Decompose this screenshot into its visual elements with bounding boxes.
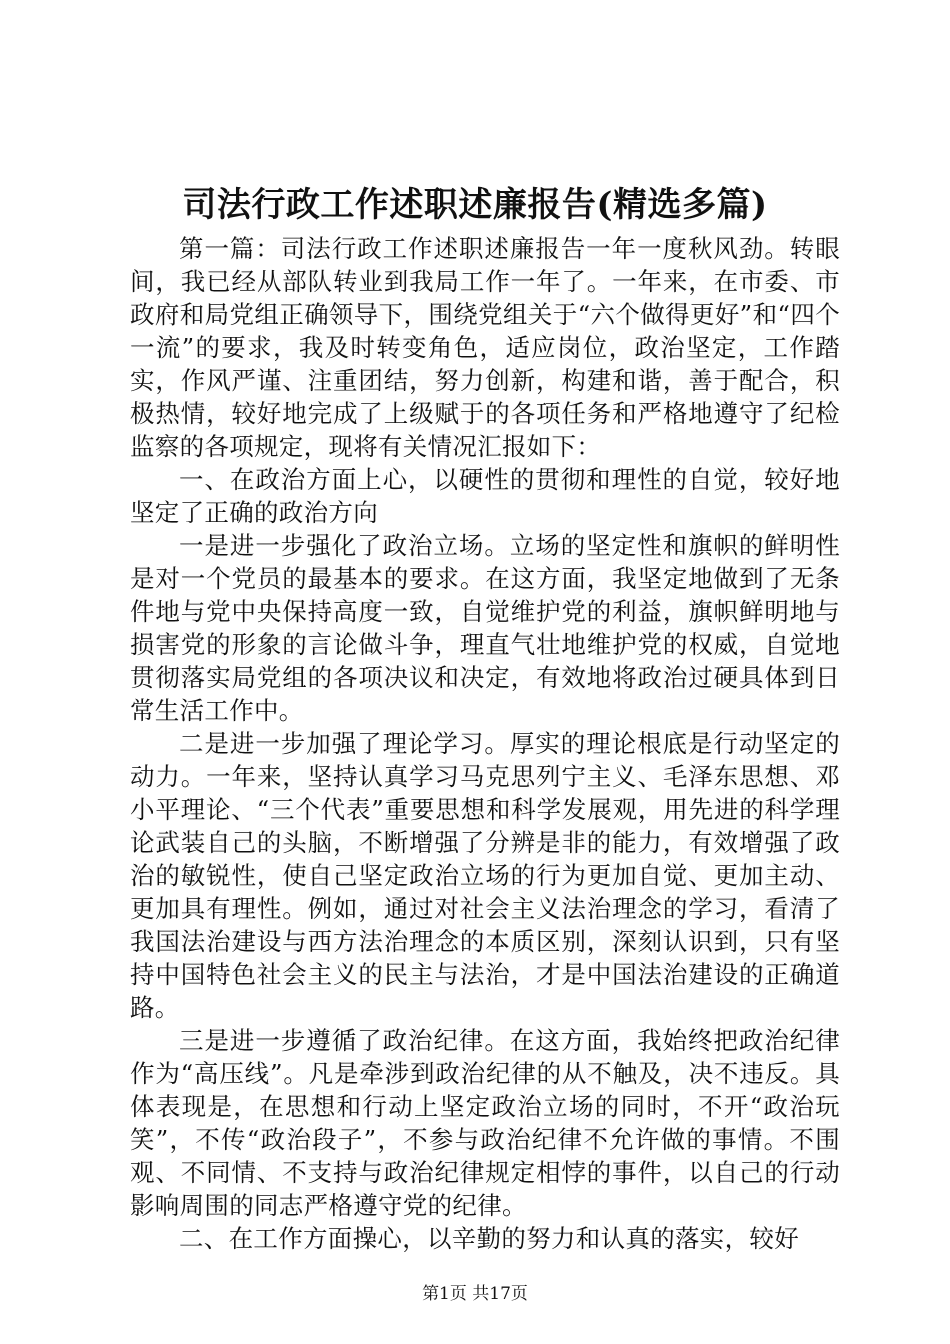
page-number: 第1页 共17页: [422, 1284, 528, 1304]
paragraph-section-two-heading: 二、在工作方面操心，以辛勤的努力和认真的落实，较好: [179, 1224, 799, 1253]
document-body: [130, 232, 840, 1255]
document-title: 司法行政工作述职述廉报告(精选多篇): [182, 185, 768, 225]
paragraph-section-one-heading: 一、在政治方面上心，以硬性的贯彻和理性的自觉，较好地坚定了正确的政治方向: [130, 465, 840, 527]
paragraph-political-stance: 一是进一步强化了政治立场。立场的坚定性和旗帜的鲜明性是对一个党员的最基本的要求。在这方面，我坚定地做到了无条件地与党中央保持高度一致，自觉维护党的利益，旗帜鲜明地与损害党的形象的言论做斗争，理直气壮地维护党的权威，自觉地贯彻落实局党组的各项决议和决定，有效地将政治过硬具体到日常生活工作中。: [130, 531, 840, 725]
paragraph-political-discipline: 三是进一步遵循了政治纪律。在这方面，我始终把政治纪律作为“高压线”。凡是牵涉到政治纪律的从不触及，决不违反。具体表现是，在思想和行动上坚定政治立场的同时，不开“政治玩笑”，不传“政治段子”，不参与政治纪律不允许做的事情。不围观、不同情、不支持与政治纪律规定相悖的事件，以自己的行动影响周围的同志严格遵守党的纪律。: [130, 1026, 840, 1220]
paragraph-theory-study: 二是进一步加强了理论学习。厚实的理论根底是行动坚定的动力。一年来，坚持认真学习马克思列宁主义、毛泽东思想、邓小平理论、“三个代表”重要思想和科学发展观，用先进的科学理论武装自己的头脑，不断增强了分辨是非的能力，有效增强了政治的敏锐性，使自己坚定政治立场的行为更加自觉、更加主动、更加具有理性。例如，通过对社会主义法治理念的学习，看清了我国法治建设与西方法治理念的本质区别，深刻认识到，只有坚持中国特色社会主义的民主与法治，才是中国法治建设的正确道路。: [130, 729, 840, 1022]
paragraph-intro: 第一篇：司法行政工作述职述廉报告一年一度秋风劲。转眼间，我已经从部队转业到我局工作一年了。一年来，在市委、市政府和局党组正确领导下，围绕党组关于“六个做得更好”和“四个一流”的要求，我及时转变角色，适应岗位，政治坚定，工作踏实，作风严谨、注重团结，努力创新，构建和谐，善于配合，积极热情，较好地完成了上级赋于的各项任务和严格地遵守了纪检监察的各项规定，现将有关情况汇报如下：: [130, 234, 841, 461]
